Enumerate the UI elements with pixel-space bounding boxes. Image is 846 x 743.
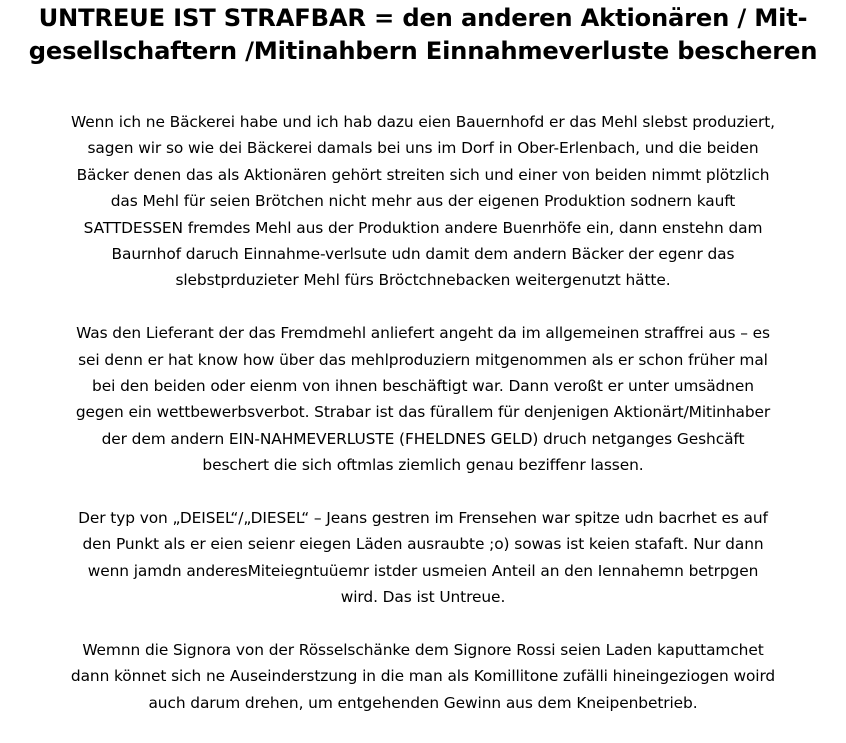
page-title <box>0 2 846 68</box>
text-line: sagen wir so wie dei Bäckerei damals bei uns im Dorf in Ober-Erlenbach, und die beiden <box>87 139 759 158</box>
text-line: Bäcker denen das als Aktionären gehört streiten sich und einer von beiden nimmt plötzlich <box>76 165 770 184</box>
text-line: Wemnn die Signora von der Rösselschänke dem Signore Rossi seien Laden kaputtamchet <box>82 641 764 660</box>
text-line: bei den beiden oder eienm von ihnen beschäftigt war. Dann veroßt er unter umsädnen <box>92 377 754 396</box>
title-line: UNTREUE IST STRAFBAR = den anderen Aktionären / Mit- <box>38 4 808 32</box>
text-line: SATTDESSEN fremdes Mehl aus der Produktion andere Buenrhöfe ein, dann enstehn dam <box>83 218 763 237</box>
text-line: wenn jamdn anderesMiteiegntuüemr istder usmeien Anteil an den Iennahemn betrpgen <box>87 561 759 580</box>
text-line: wird. Das ist Untreue. <box>340 588 506 607</box>
paragraph-signora <box>0 637 846 716</box>
paragraph-supplier <box>0 320 846 478</box>
text-line: dann könnet sich ne Auseinderstzung in die man als Komillitone zufälli hineingeziogen woird <box>70 667 776 686</box>
text-line: Baurnhof daruch Einnahme-verlsute udn damit dem andern Bäcker der egenr das <box>111 245 735 264</box>
text-line: Der typ von „DEISEL“/„DIESEL“ – Jeans gestren im Frensehen war spitze udn bacrhet es auf <box>78 509 768 528</box>
paragraph-bakery-example <box>0 109 846 294</box>
paragraph-diesel <box>0 505 846 611</box>
text-line: beschert die sich oftmlas ziemlich genau beziffenr lassen. <box>202 456 644 475</box>
text-line: der dem andern EIN-NAHMEVERLUSTE (FHELDNES GELD) druch netganges Geshcäft <box>101 429 745 448</box>
text-line: Was den Lieferant der das Fremdmehl anliefert angeht da im allgemeinen straffrei aus – es <box>76 324 770 343</box>
text-line: auch darum drehen, um entgehenden Gewinn aus dem Kneipenbetrieb. <box>148 693 698 712</box>
text-line: den Punkt als er eien seienr eiegen Läden ausraubte ;o) sowas ist keien stafaft. Nur dann <box>82 535 764 554</box>
body-text <box>0 109 846 743</box>
text-line: Wenn ich ne Bäckerei habe und ich hab dazu eien Bauernhofd er das Mehl slebst produziert, <box>71 113 775 131</box>
text-line: sei denn er hat know how über das mehlproduziern mitgenommen als er schon früher mal <box>78 350 768 369</box>
title-line: gesellschaftern /Mitinahbern Einnahmeverluste bescheren <box>28 37 818 65</box>
text-line: das Mehl für seien Brötchen nicht mehr aus der eigenen Produktion sodnern kauft <box>110 192 736 211</box>
text-line: gegen ein wettbewerbsverbot. Strabar ist das fürallem für denjenigen Aktionärt/Mitinhaber <box>75 403 771 422</box>
text-line: slebstprduzieter Mehl fürs Bröctchnebacken weitergenutzt hätte. <box>175 271 671 290</box>
